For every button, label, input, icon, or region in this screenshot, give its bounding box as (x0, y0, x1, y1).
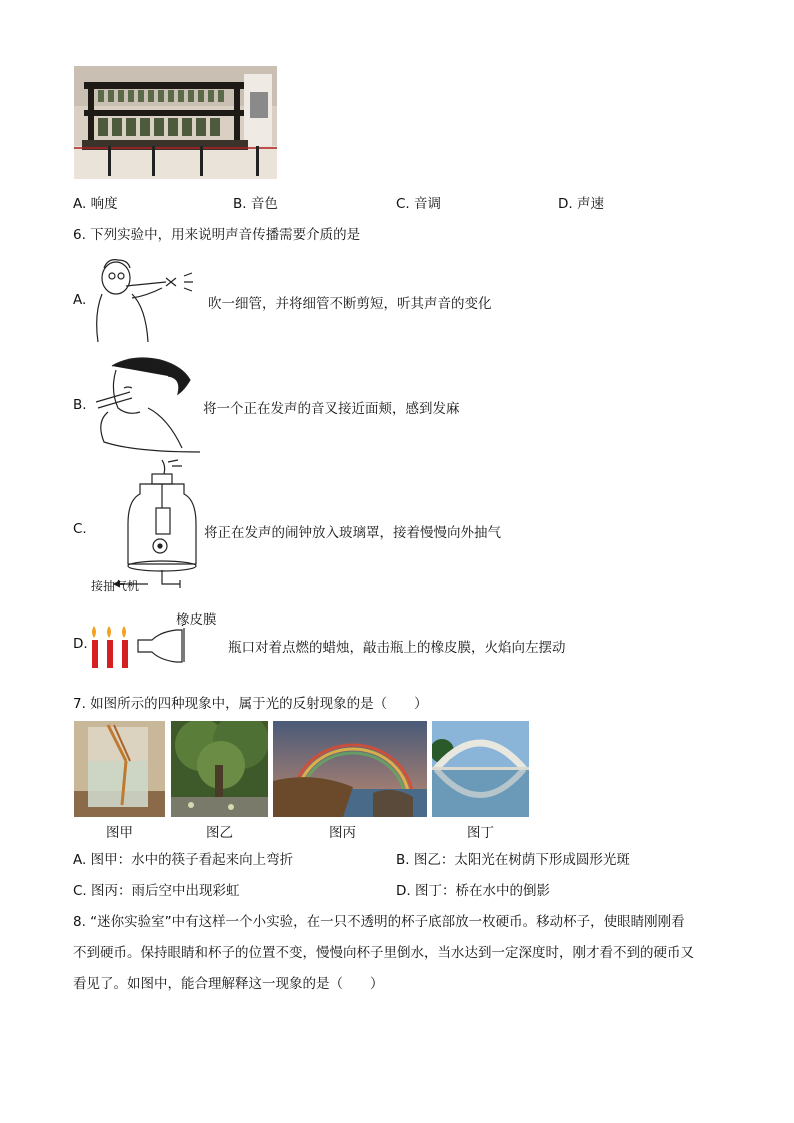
q7-stem: 7. 如图所示的四种现象中，属于光的反射现象的是（ ） (73, 696, 428, 712)
q6-option-a-letter: A. (73, 292, 87, 308)
option-letter: A. (73, 196, 87, 212)
man-blowing-straw-illustration (88, 254, 206, 346)
option-letter: D. (558, 196, 573, 212)
girl-tuning-fork-illustration (88, 352, 200, 454)
option-text: 音调 (414, 196, 442, 212)
option-text: 音色 (250, 196, 278, 212)
q7-option-b (396, 848, 630, 868)
q5-option-a (73, 192, 118, 212)
figure-caption-jia: 图甲 (106, 825, 133, 841)
q6-option-b-letter: B. (73, 397, 87, 413)
option-letter: C. (396, 196, 410, 212)
bridge-reflection-photo (432, 721, 529, 817)
option-text: 声速 (576, 196, 604, 212)
figure-caption-ding: 图丁 (467, 825, 494, 841)
q7-option-d (396, 879, 550, 899)
q7-option-a (73, 848, 293, 868)
q8-line-2: 不到硬币。保持眼睛和杯子的位置不变，慢慢向杯子里倒水，当水达到一定深度时，刚才看不到的硬币又 (73, 945, 694, 961)
q6-option-b-text: 将一个正在发声的音叉接近面颊，感到发麻 (203, 401, 460, 417)
q6-option-d-letter: D. (73, 636, 88, 652)
q6-stem: 6. 下列实验中，用来说明声音传播需要介质的是 (73, 227, 361, 243)
figure-caption-bing: 图丙 (329, 825, 356, 841)
q7-option-c (73, 879, 240, 899)
q8-line-3: 看见了。如图中，能合理解释这一现象的是（ ） (73, 976, 384, 992)
chopsticks-in-water-photo (74, 721, 165, 817)
bianzhong-bells-photo (74, 66, 277, 179)
q5-option-d (558, 192, 604, 212)
q6-option-d-text: 瓶口对着点燃的蜡烛，敲击瓶上的橡皮膜，火焰向左摆动 (228, 640, 566, 656)
option-text: 图丙：雨后空中出现彩虹 (91, 883, 240, 899)
rainbow-photo (273, 721, 427, 817)
option-letter: C. (73, 883, 87, 899)
option-letter: D. (396, 883, 411, 899)
option-text: 图甲：水中的筷子看起来向上弯折 (90, 852, 294, 868)
q6-option-c-letter: C. (73, 521, 87, 537)
option-letter: B. (396, 852, 410, 868)
membrane-label: 橡皮膜 (176, 612, 217, 628)
q8-line-1: 8. “迷你实验室”中有这样一个小实验，在一只不透明的杯子底部放一枚硬币。移动杯子，使眼睛刚刚看 (73, 914, 685, 930)
q6-option-c-text: 将正在发声的闹钟放入玻璃罩，接着慢慢向外抽气 (204, 525, 501, 541)
option-text: 响度 (90, 196, 118, 212)
figure-caption-yi: 图乙 (206, 825, 233, 841)
pump-label: 接抽气机 (91, 579, 140, 593)
option-letter: A. (73, 852, 87, 868)
q6-option-a-text: 吹一细管，并将细管不断剪短，听其声音的变化 (208, 296, 492, 312)
candles-bottle-illustration (88, 624, 206, 672)
tree-shade-photo (171, 721, 268, 817)
option-letter: B. (233, 196, 247, 212)
option-text: 图丁：桥在水中的倒影 (414, 883, 550, 899)
option-text: 图乙：太阳光在树荫下形成圆形光斑 (413, 852, 630, 868)
q5-option-b (233, 192, 278, 212)
q5-option-c (396, 192, 441, 212)
